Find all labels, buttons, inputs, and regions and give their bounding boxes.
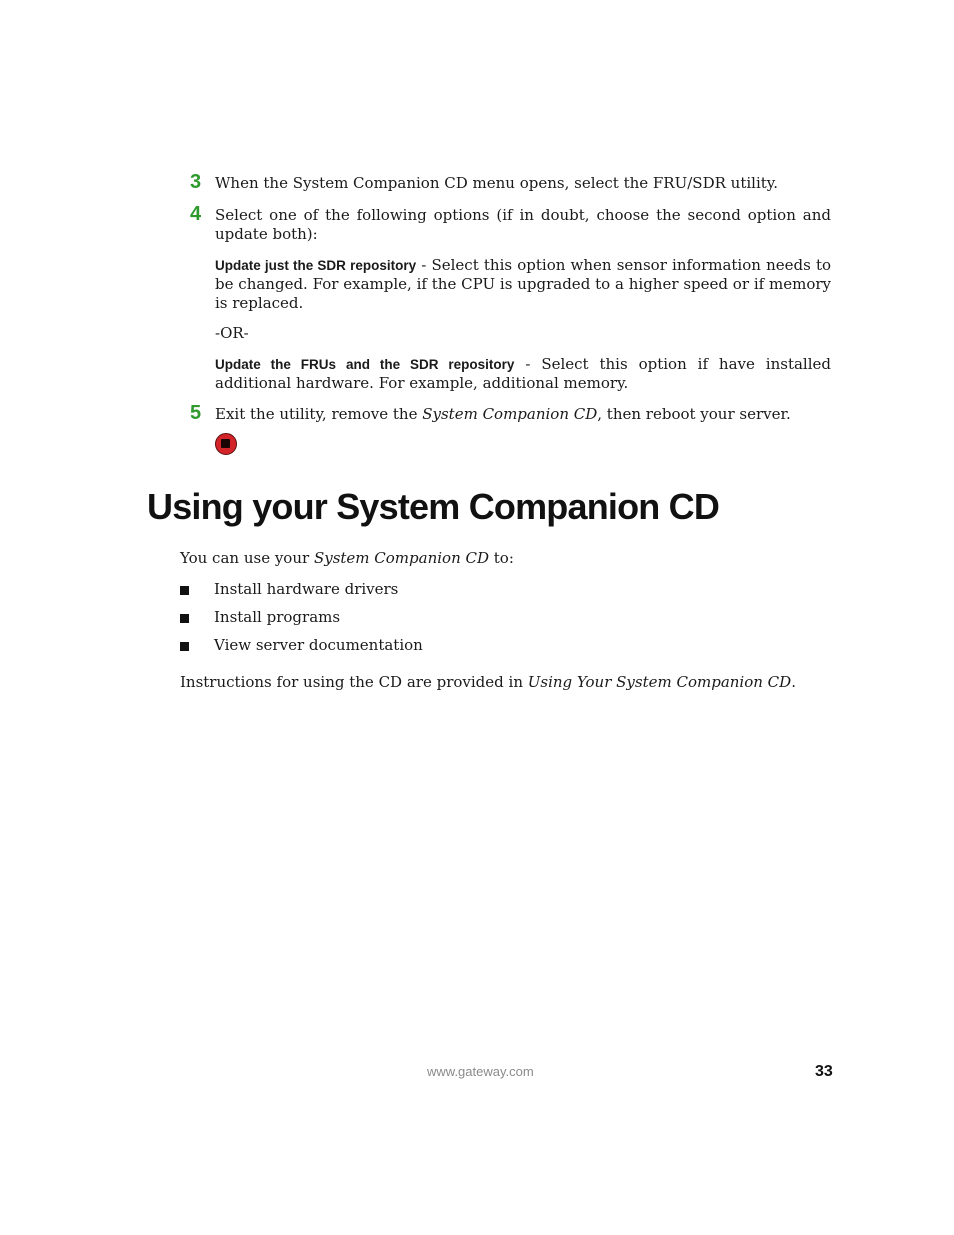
footer-url[interactable]: www.gateway.com: [427, 1064, 534, 1079]
option-sdr-only-separator: -: [416, 256, 432, 274]
option-frus-and-sdr-separator: -: [514, 355, 542, 373]
intro-before: You can use your: [180, 549, 314, 567]
section-heading: Using your System Companion CD: [147, 486, 720, 527]
closing-italic: Using Your System Companion CD: [527, 673, 792, 691]
closing-before: Instructions for using the CD are provided in: [180, 673, 528, 691]
option-sdr-only-label: Update just the SDR repository: [215, 258, 417, 273]
step-number-4: 4: [190, 203, 202, 225]
step-3-text: When the System Companion CD menu opens, select the FRU/SDR utility.: [215, 174, 779, 192]
section-intro: [180, 549, 514, 568]
step-5-text-after: , then reboot your server.: [597, 405, 791, 423]
bullet-item-programs: Install programs: [214, 608, 341, 626]
bullet-item-drivers: Install hardware drivers: [214, 580, 399, 598]
option-sdr-only: [215, 256, 831, 313]
step-5-text-before: Exit the utility, remove the: [215, 405, 423, 423]
option-frus-and-sdr-description: Select this option if have installed additional hardware. For example, additional memory.: [215, 355, 831, 392]
stop-icon: [215, 433, 237, 455]
bullet-item-documentation: View server documentation: [214, 636, 423, 654]
step-5-text-italic: System Companion CD: [422, 405, 598, 423]
step-5-text: [215, 405, 831, 424]
intro-italic: System Companion CD: [313, 549, 489, 567]
step-number-3: 3: [190, 171, 202, 193]
square-bullet-icon: [180, 642, 189, 651]
square-bullet-icon: [180, 614, 189, 623]
intro-after: to:: [489, 549, 514, 567]
step-number-5: 5: [190, 402, 202, 424]
step-4-text: Select one of the following options (if in doubt, choose the second option and update both):: [215, 206, 831, 243]
section-closing: [180, 673, 796, 692]
option-frus-and-sdr-label: Update the FRUs and the SDR repository: [215, 357, 515, 372]
option-sdr-only-description: Select this option when sensor information needs to be changed. For example, if the CPU is upgraded to a higher speed or if memory is replaced.: [215, 256, 832, 312]
page-number: 33: [815, 1063, 833, 1080]
or-separator: -OR-: [215, 324, 249, 342]
option-frus-and-sdr: [215, 355, 831, 393]
square-bullet-icon: [180, 586, 189, 595]
closing-after: .: [791, 673, 796, 691]
